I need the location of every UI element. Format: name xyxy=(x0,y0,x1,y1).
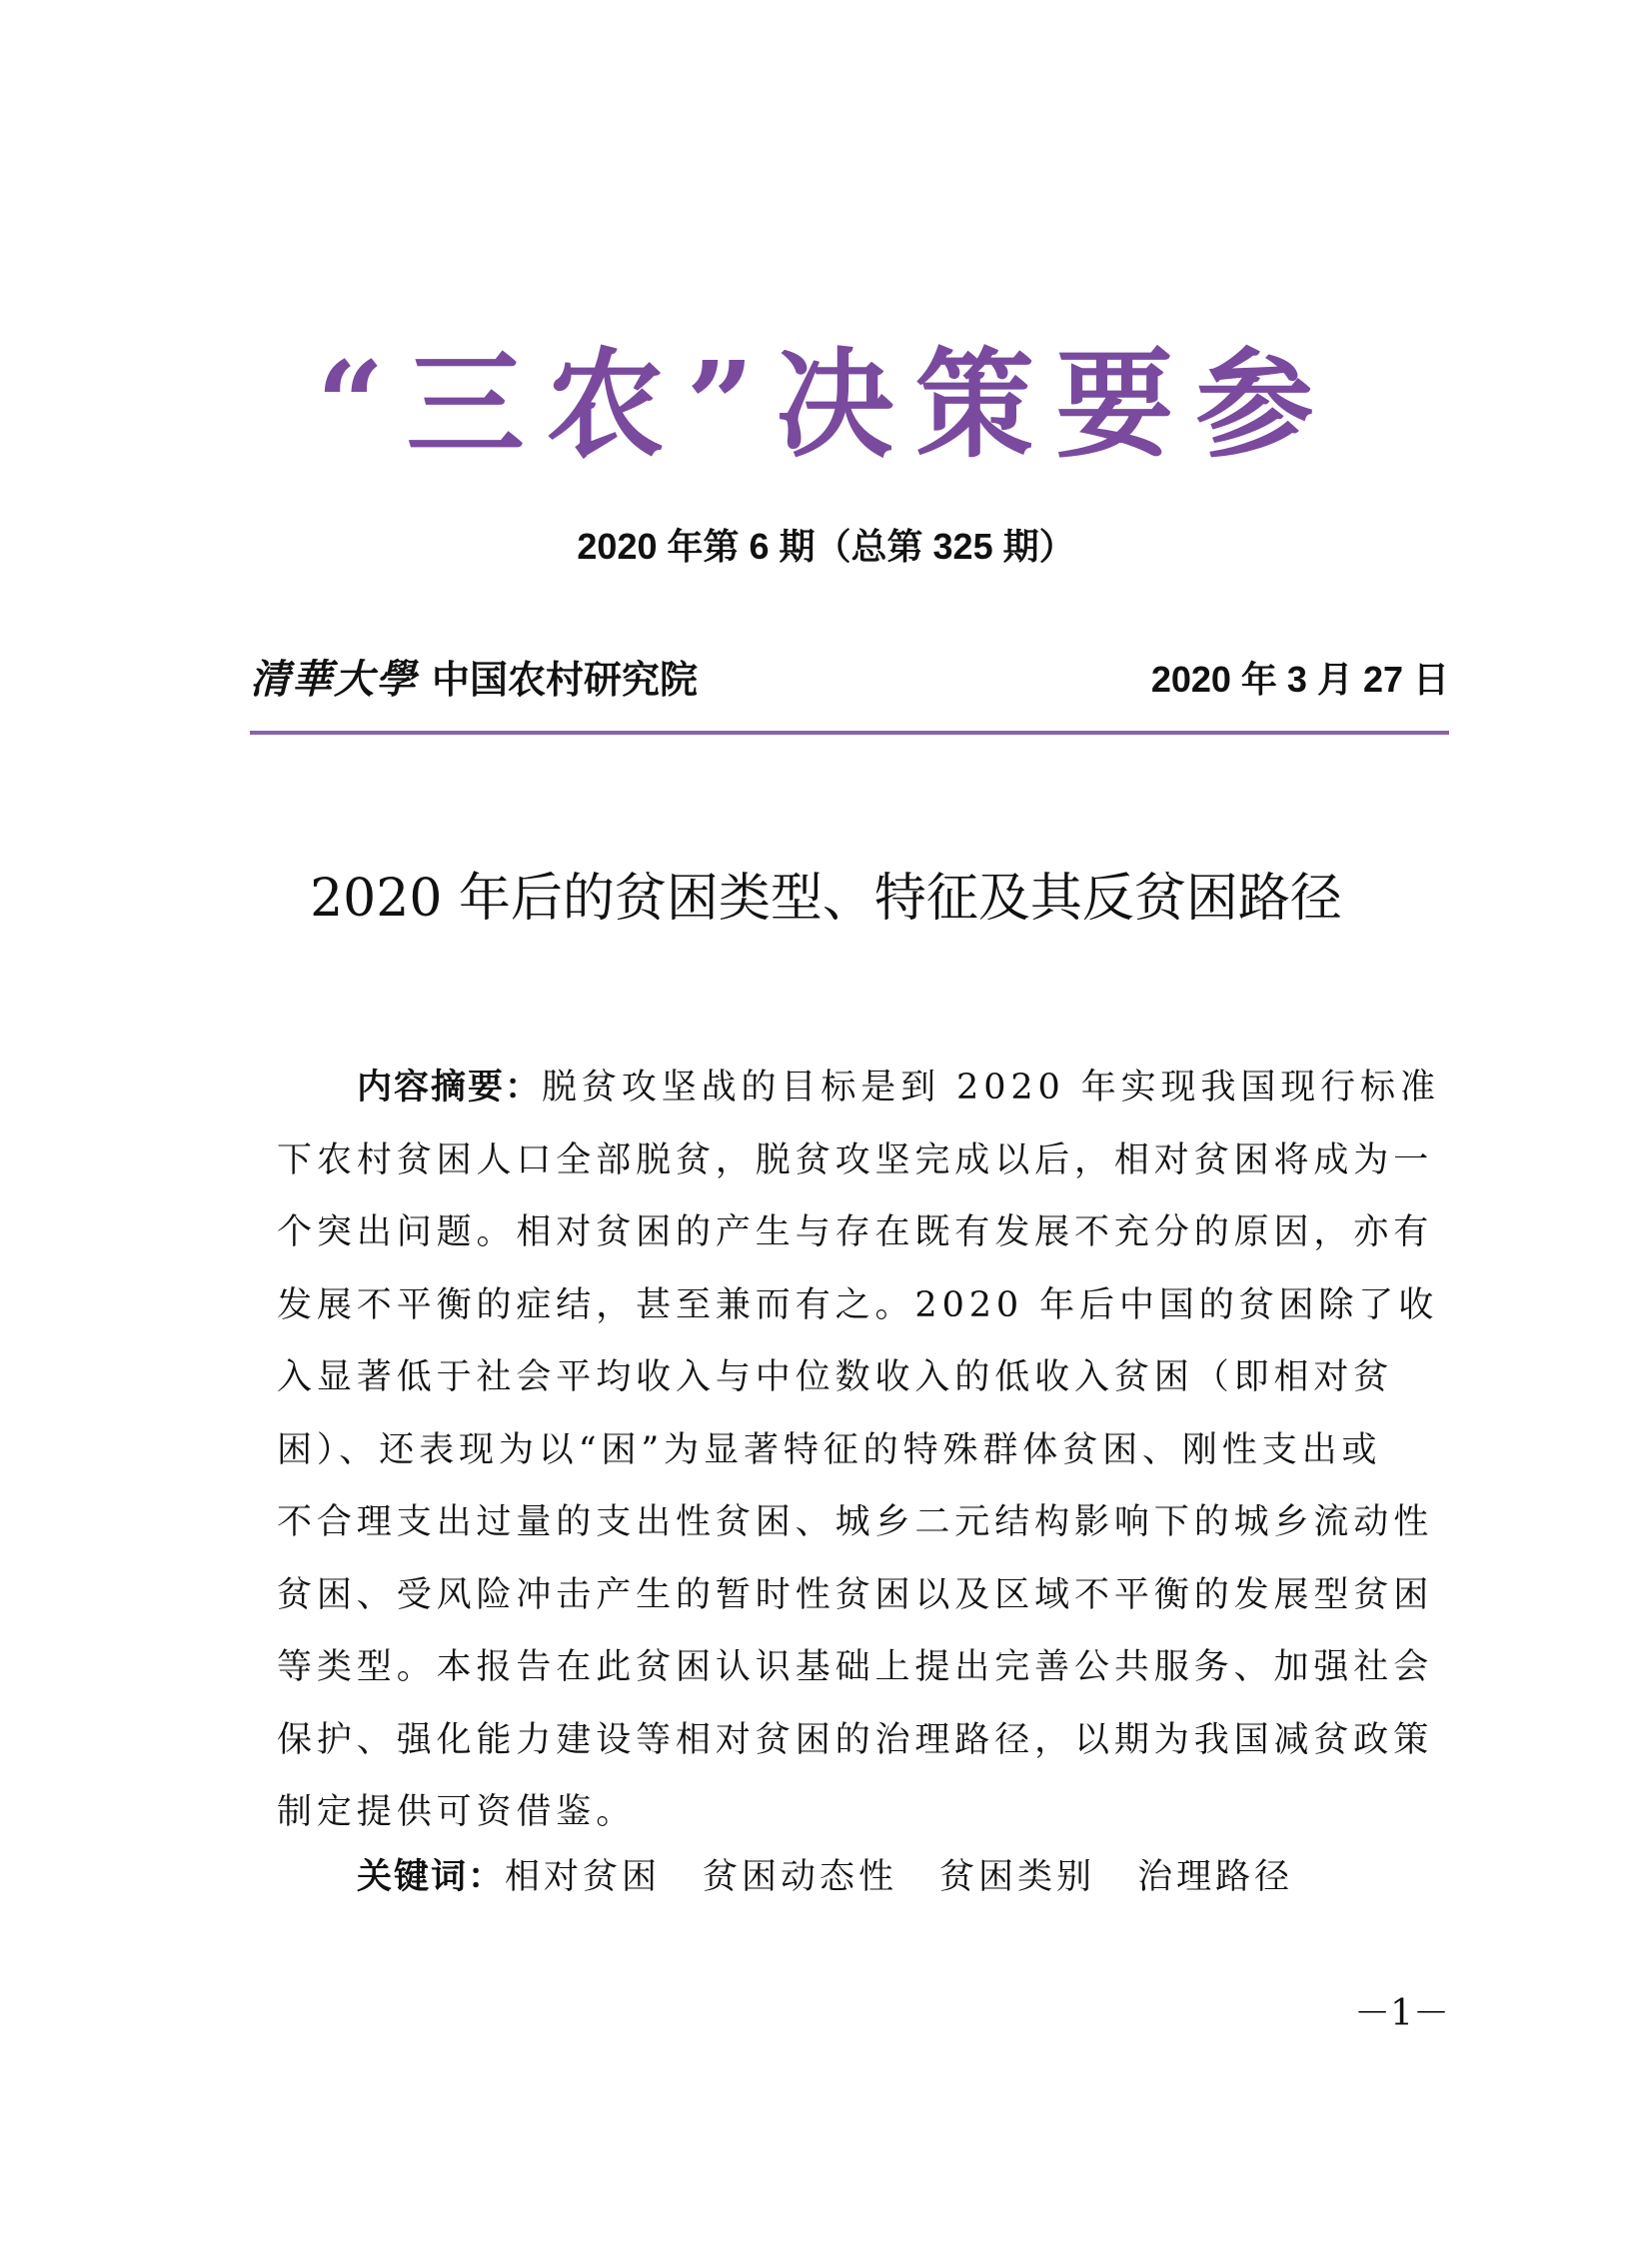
keyword: 治理路径 xyxy=(1137,1857,1294,1897)
abstract-line: 困）、还表现为以“困”为显著特征的特殊群体贫困、刚性支出或 xyxy=(277,1429,1382,1470)
abstract-line: 不合理支出过量的支出性贫困、城乡二元结构影响下的城乡流动性 xyxy=(277,1502,1434,1542)
abstract xyxy=(277,1052,1440,1849)
article-title: 2020 年后的贫困类型、特征及其反贫困路径 xyxy=(310,869,1342,929)
abstract-line: 保护、强化能力建设等相对贫困的治理路径，以期为我国减贫政策 xyxy=(277,1719,1434,1760)
masthead-title: “三农”决策要参 xyxy=(316,335,1336,474)
abstract-line: 入显著低于社会平均收入与中位数收入的低收入贫困（即相对贫 xyxy=(277,1357,1394,1397)
publisher-organization xyxy=(250,652,698,708)
keywords-label: 关键词： xyxy=(357,1857,506,1897)
abstract-label: 内容摘要： xyxy=(357,1068,543,1108)
university-logo: 清華大學 xyxy=(250,656,418,703)
header-divider xyxy=(250,731,1449,735)
publication-date: 2020 年 3 月 27 日 xyxy=(1150,659,1449,700)
abstract-line: 个突出问题。相对贫困的产生与存在既有发展不充分的原因，亦有 xyxy=(277,1212,1434,1252)
institute-name: 中国农村研究院 xyxy=(432,658,699,702)
abstract-line: 等类型。本报告在此贫困认识基础上提出完善公共服务、加强社会 xyxy=(277,1647,1434,1687)
keyword: 相对贫困 xyxy=(505,1857,662,1897)
keyword: 贫困类别 xyxy=(939,1857,1096,1897)
abstract-line-text: 脱贫攻坚战的目标是到 2020 年实现我国现行标准 xyxy=(542,1068,1440,1108)
abstract-line: 下农村贫困人口全部脱贫，脱贫攻坚完成以后，相对贫困将成为一 xyxy=(277,1139,1434,1180)
page-number: －1－ xyxy=(1354,1993,1449,2034)
publisher-header xyxy=(250,652,1449,712)
keywords xyxy=(357,1841,1335,1913)
abstract-line: 制定提供可资借鉴。 xyxy=(277,1792,637,1832)
issue-number: 2020 年第 6 期（总第 325 期） xyxy=(577,526,1075,567)
abstract-line: 发展不平衡的症结，甚至兼而有之。2020 年后中国的贫困除了收 xyxy=(277,1284,1439,1325)
keyword: 贫困动态性 xyxy=(703,1857,898,1897)
abstract-line xyxy=(277,1052,1440,1124)
abstract-line: 贫困、受风险冲击产生的暂时性贫困以及区域不平衡的发展型贫困 xyxy=(277,1574,1434,1615)
